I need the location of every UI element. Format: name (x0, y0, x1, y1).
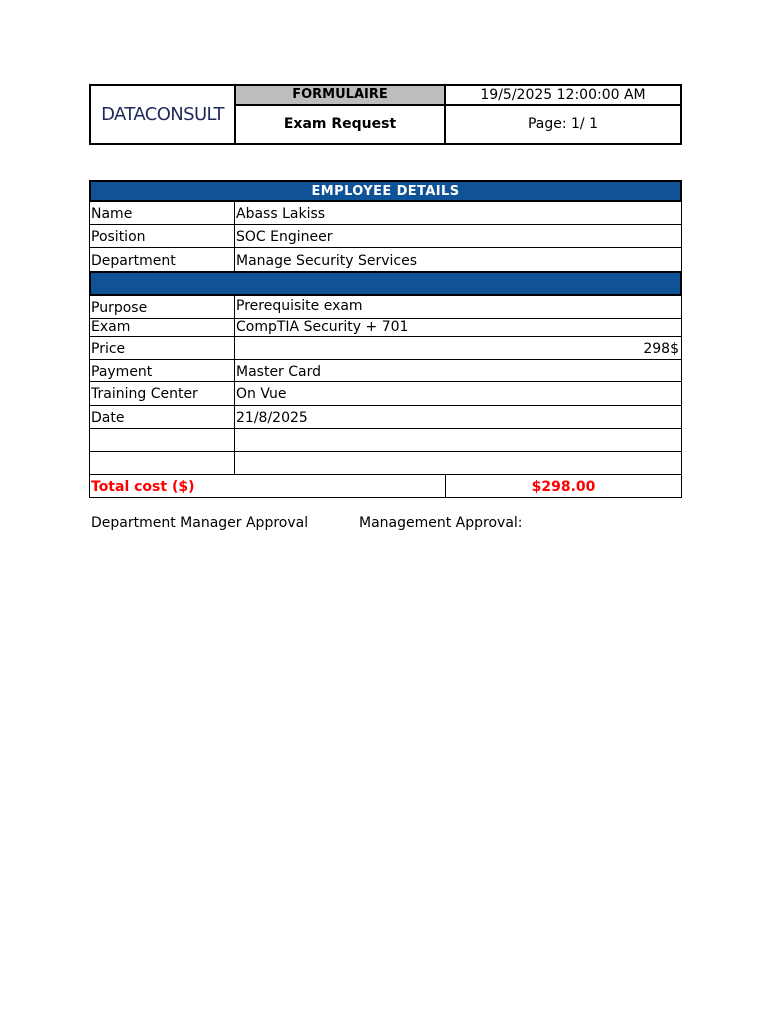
row-label (90, 452, 235, 474)
table-row (90, 319, 681, 337)
row-label: Position (90, 225, 235, 247)
department-manager-approval: Department Manager Approval (91, 515, 309, 531)
row-label: Date (90, 406, 235, 428)
table-row (90, 337, 681, 360)
form-datetime: 19/5/2025 12:00:00 AM (446, 86, 680, 106)
table-row (90, 452, 681, 475)
row-value: SOC Engineer (236, 229, 333, 245)
table-row (90, 248, 681, 271)
page-number: Page: 1/ 1 (527, 116, 599, 132)
form-title: Exam Request (236, 106, 446, 143)
approval-section (91, 515, 691, 535)
row-label (90, 429, 235, 451)
row-label: Exam (90, 319, 235, 336)
row-label: Training Center (90, 382, 235, 405)
table-row (90, 225, 681, 248)
row-label: Name (90, 202, 235, 224)
row-value: CompTIA Security + 701 (236, 319, 409, 335)
total-value: $298.00 (531, 479, 596, 495)
management-approval: Management Approval: (359, 515, 523, 531)
employee-details-header: EMPLOYEE DETAILS (89, 180, 682, 202)
row-value: Manage Security Services (236, 253, 418, 269)
row-value: 298$ (643, 341, 679, 357)
row-value: Abass Lakiss (236, 206, 326, 222)
row-value: Prerequisite exam (236, 298, 363, 314)
total-label: Total cost ($) (90, 475, 446, 497)
exam-details-header (89, 271, 682, 296)
table-row (90, 360, 681, 382)
row-value: On Vue (236, 386, 287, 402)
row-value (235, 452, 681, 474)
details-table (89, 180, 682, 498)
table-row (90, 429, 681, 452)
form-header (89, 84, 682, 145)
table-row (90, 202, 681, 225)
logo-cell (91, 86, 236, 143)
table-row (90, 296, 681, 319)
company-logo: DATACONSULT (101, 104, 224, 125)
row-value: Master Card (236, 364, 322, 380)
row-value: 21/8/2025 (236, 410, 308, 426)
table-row (90, 382, 681, 406)
row-label: Price (90, 337, 235, 359)
row-label: Payment (90, 360, 235, 381)
row-label: Purpose (90, 296, 235, 318)
row-value (235, 429, 681, 451)
row-label: Department (90, 248, 235, 271)
table-row (90, 406, 681, 429)
total-row (90, 475, 681, 498)
form-label: FORMULAIRE (236, 86, 446, 106)
